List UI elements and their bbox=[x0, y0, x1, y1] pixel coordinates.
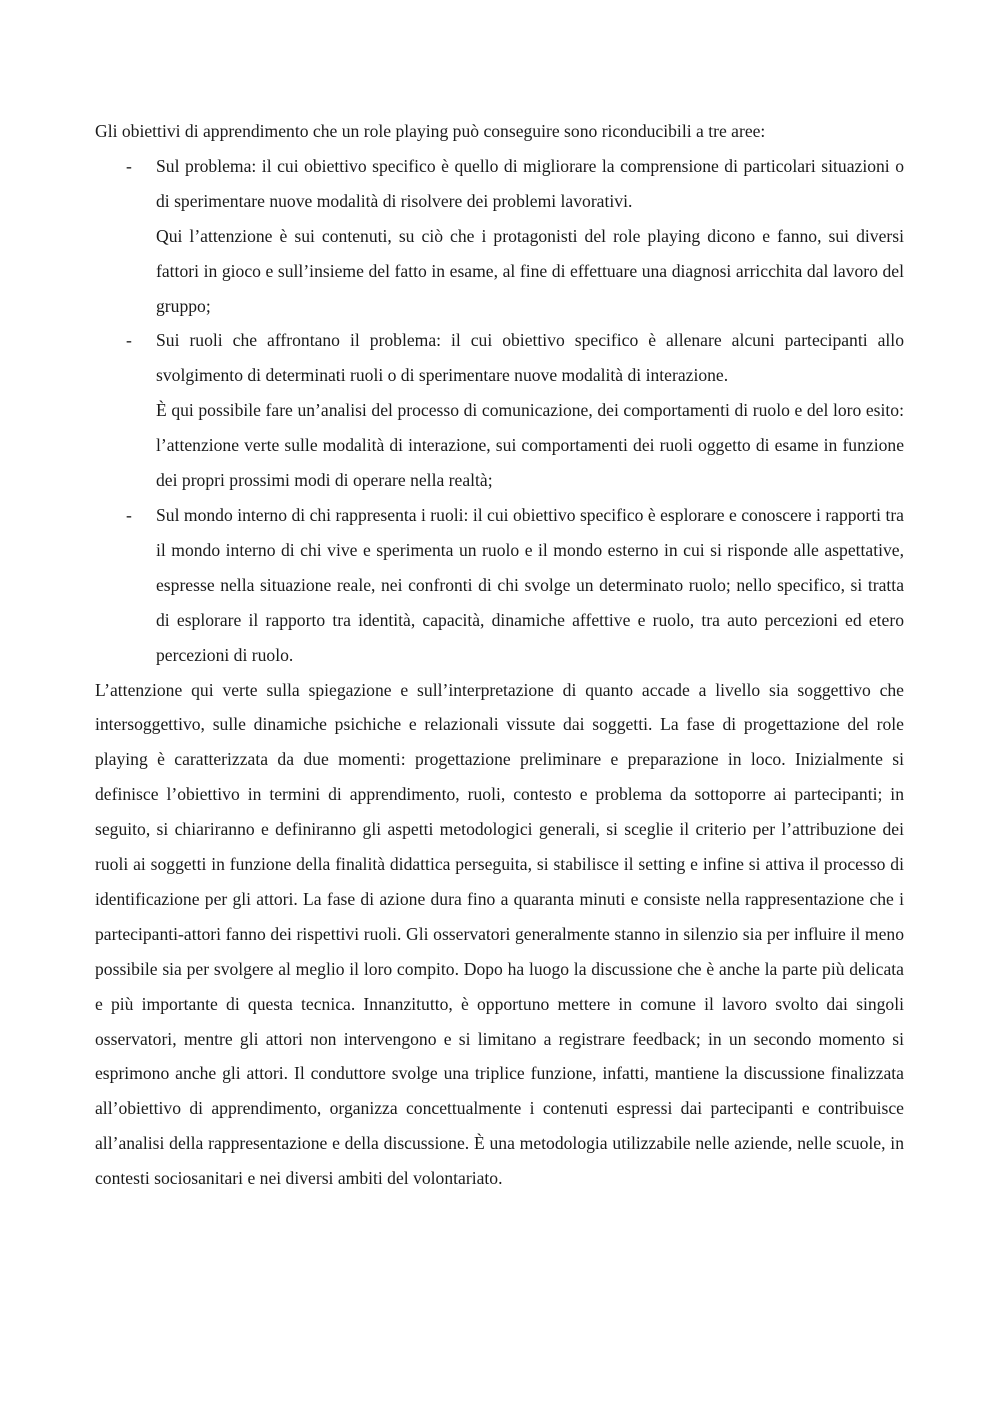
list-item-paragraph: Sul mondo interno di chi rappresenta i ruoli: il cui obiettivo specifico è esplorare e conoscere i rapporti tra il mondo interno di chi vive e sperimenta un ruolo e il mondo esterno in cui si risponde alle aspettative, espresse nella situazione reale, nei confronti di chi svolge un determinato ruolo; nello specifico, si tratta di esplorare il rapporto tra identità, capacità, dinamiche affettive e ruolo, tra auto percezioni ed etero percezioni di ruolo. bbox=[156, 504, 904, 665]
intro-paragraph: Gli obiettivi di apprendimento che un role playing può conseguire sono riconducibili a tre aree: bbox=[95, 121, 766, 141]
document-body bbox=[95, 114, 904, 1196]
list-item-paragraph: Sul problema: il cui obiettivo specifico è quello di migliorare la comprensione di particolari situazioni o di sperimentare nuove modalità di risolvere dei problemi lavorativi. bbox=[156, 155, 904, 211]
list-item-paragraph: Sui ruoli che affrontano il problema: il cui obiettivo specifico è allenare alcuni partecipanti allo svolgimento di determinati ruoli o di sperimentare nuove modalità di interazione. bbox=[156, 330, 904, 386]
list-dash-marker: - bbox=[126, 155, 132, 176]
list-item-inner-world bbox=[95, 498, 904, 673]
list-dash-marker: - bbox=[126, 330, 132, 351]
list-item-paragraph: Qui l’attenzione è sui contenuti, su ciò che i protagonisti del role playing dicono e fanno, sui diversi fattori in gioco e sull’insieme del fatto in esame, al fine di effettuare una diagnosi arricchita dal lavoro del gruppo; bbox=[156, 225, 904, 316]
list-item-roles bbox=[95, 323, 904, 498]
learning-areas-list bbox=[95, 149, 904, 673]
list-dash-marker: - bbox=[126, 504, 132, 525]
list-item-problem bbox=[95, 149, 904, 324]
main-body-paragraph: L’attenzione qui verte sulla spiegazione e sull’interpretazione di quanto accade a livello sia soggettivo che intersoggettivo, sulle dinamiche psichiche e relazionali vissute dai soggetti. La fase di progettazione del role playing è caratterizzata da due momenti: progettazione preliminare e preparazione in loco. Inizialmente si definisce l’obiettivo in termini di apprendimento, ruoli, contesto e problema da sottoporre ai partecipanti; in seguito, si chiariranno e definiranno gli aspetti metodologici generali, si sceglie il criterio per l’attribuzione dei ruoli ai soggetti in funzione della finalità didattica perseguita, si stabilisce il setting e infine si attiva il processo di identificazione per gli attori. La fase di azione dura fino a quaranta minuti e consiste nella rappresentazione che i partecipanti-attori fanno dei rispettivi ruoli. Gli osservatori generalmente stanno in silenzio sia per influire il meno possibile sia per svolgere al meglio il loro compito. Dopo ha luogo la discussione che è anche la parte più delicata e più importante di questa tecnica. Innanzitutto, è opportuno mettere in comune il lavoro svolto dai singoli osservatori, mentre gli attori non intervengono e si limitano a registrare feedback; in un secondo momento si esprimono anche gli attori. Il conduttore svolge una triplice funzione, infatti, mantiene la discussione finalizzata all’obiettivo di apprendimento, organizza concettualmente i contenuti espressi dai partecipanti e contribuisce all’analisi della rappresentazione e della discussione. È una metodologia utilizzabile nelle aziende, nelle scuole, in contesti sociosanitari e nei diversi ambiti del volontariato. bbox=[95, 679, 904, 1189]
list-item-paragraph: È qui possibile fare un’analisi del processo di comunicazione, dei comportamenti di ruolo e del loro esito: l’attenzione verte sulle modalità di interazione, sui comportamenti dei ruoli oggetto di esame in funzione dei propri prossimi modi di operare nella realtà; bbox=[156, 400, 904, 491]
